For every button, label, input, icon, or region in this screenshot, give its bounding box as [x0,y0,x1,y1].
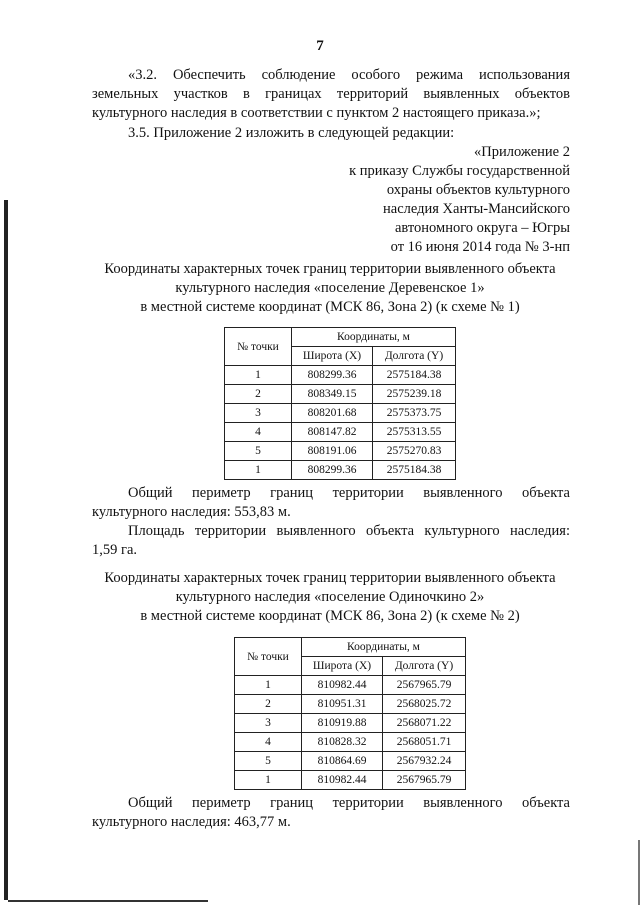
text-line: земельных участков в границах территорий выявленных объектов [92,86,570,102]
title-line: в местной системе координат (МСК 86, Зона 2) (к схеме № 2) [140,608,520,624]
cell-point: 1 [225,461,292,480]
cell-point: 4 [235,733,302,752]
header-latitude: Широта (X) [292,347,373,366]
title-line: культурного наследия «поселение Одиночкино 2» [175,589,485,605]
cell-latitude: 808299.36 [292,366,373,385]
table-row [235,714,466,733]
section-2-title [80,569,580,626]
text-line: 3.5. Приложение 2 изложить в следующей редакции: [128,125,455,141]
cell-point: 1 [235,771,302,790]
cell-latitude: 810951.31 [302,695,383,714]
table-row [225,461,456,480]
cell-latitude: 810982.44 [302,771,383,790]
table-row [225,442,456,461]
cell-longitude: 2575373.75 [373,404,456,423]
cell-point: 2 [225,385,292,404]
table-row [225,404,456,423]
header-longitude: Долгота (Y) [373,347,456,366]
cell-longitude: 2575184.38 [373,461,456,480]
cell-point: 1 [225,366,292,385]
title-line: в местной системе координат (МСК 86, Зона 2) (к схеме № 1) [140,299,520,315]
cell-latitude: 810982.44 [302,676,383,695]
table-row [225,385,456,404]
page-number: 7 [316,38,324,54]
cell-longitude: 2567965.79 [383,771,466,790]
cell-latitude: 808299.36 [292,461,373,480]
cell-longitude: 2568025.72 [383,695,466,714]
table-row [235,733,466,752]
scan-edge-bottom [8,900,208,902]
text-line: 1,59 га. [92,542,138,558]
scan-edge-left [4,200,8,900]
appendix-line: «Приложение 2 [474,144,570,160]
text-line: культурного наследия: 553,83 м. [92,504,291,520]
header-point-number: № точки [235,638,302,676]
table-header-row [235,638,466,657]
cell-point: 4 [225,423,292,442]
cell-latitude: 808349.15 [292,385,373,404]
text-line: Общий периметр границ территории выявленного объекта [128,485,570,501]
text-line: Площадь территории выявленного объекта культурного наследия: [128,523,570,539]
table-row [235,771,466,790]
appendix-line: автономного округа – Югры [394,220,570,236]
appendix-line: от 16 июня 2014 года № 3-нп [390,239,570,255]
cell-point: 3 [235,714,302,733]
header-point-number: № точки [225,328,292,366]
perimeter-2 [92,794,570,832]
title-line: Координаты характерных точек границ территории выявленного объекта [104,570,556,586]
cell-longitude: 2575184.38 [373,366,456,385]
perimeter-1 [92,484,570,522]
coordinates-table-2 [234,637,466,790]
text-line: культурного наследия в соответствии с пунктом 2 настоящего приказа.»; [92,105,541,121]
table-row [225,423,456,442]
cell-point: 3 [225,404,292,423]
header-coordinates: Координаты, м [292,328,456,347]
cell-longitude: 2575239.18 [373,385,456,404]
cell-point: 1 [235,676,302,695]
cell-point: 5 [235,752,302,771]
cell-latitude: 810919.88 [302,714,383,733]
table-row [235,676,466,695]
text-line: Общий периметр границ территории выявленного объекта [128,795,570,811]
cell-latitude: 810828.32 [302,733,383,752]
title-line: Координаты характерных точек границ территории выявленного объекта [104,261,556,277]
cell-longitude: 2568071.22 [383,714,466,733]
header-latitude: Широта (X) [302,657,383,676]
appendix-line: к приказу Службы государственной [349,163,570,179]
table-row [225,366,456,385]
cell-latitude: 808191.06 [292,442,373,461]
table-row [235,695,466,714]
cell-longitude: 2568051.71 [383,733,466,752]
section-1-title [80,260,580,317]
cell-point: 2 [235,695,302,714]
cell-longitude: 2575270.83 [373,442,456,461]
cell-latitude: 808201.68 [292,404,373,423]
header-coordinates: Координаты, м [302,638,466,657]
cell-longitude: 2567932.24 [383,752,466,771]
table-row [235,752,466,771]
coordinates-table-1 [224,327,456,480]
paragraph-3-5 [92,124,570,143]
cell-latitude: 810864.69 [302,752,383,771]
paragraph-3-2 [92,66,570,123]
cell-longitude: 2567965.79 [383,676,466,695]
header-longitude: Долгота (Y) [383,657,466,676]
cell-latitude: 808147.82 [292,423,373,442]
appendix-header [92,143,570,257]
text-line: культурного наследия: 463,77 м. [92,814,291,830]
title-line: культурного наследия «поселение Деревенское 1» [175,280,485,296]
table-header-row [225,328,456,347]
appendix-line: охраны объектов культурного [386,182,570,198]
cell-point: 5 [225,442,292,461]
text-line: «3.2. Обеспечить соблюдение особого режима использования [128,67,570,83]
appendix-line: наследия Ханты-Мансийского [383,201,570,217]
cell-longitude: 2575313.55 [373,423,456,442]
area-1 [92,522,570,560]
